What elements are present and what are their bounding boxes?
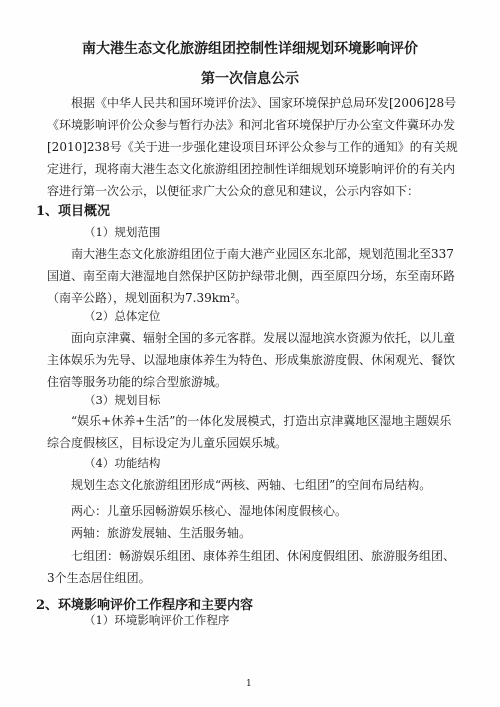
section1-heading: 1、项目概况 [36, 204, 111, 219]
sub4-heading: （4）功能结构 [84, 456, 161, 470]
sub2-heading: （2）总体定位 [84, 309, 161, 323]
document-title: 南大港生态文化旅游组团控制性详细规划环境影响评价 [82, 41, 418, 57]
two-axes-line: 两轴：旅游发展轴、生活服务轴。 [71, 526, 252, 540]
sub1-paragraph: 南大港生态文化旅游组团位于南大港产业园区东北部，规划范围北至337国道、南至南大港湿地自然保护区防护绿带北侧，西至原四分场，东至南环路（南辛公路），规划面积为7.39km²。 [47, 247, 456, 305]
section2-heading: 2、环境影响评价工作程序和主要内容 [36, 598, 254, 613]
two-cores-line: 两心：儿童乐园畅游娱乐核心、湿地体闲度假核心。 [71, 504, 348, 518]
intro-paragraph: 根据《中华人民共和国环境评价法》、国家环境保护总局环发[2006]28号《环境影响评价公众参与暂行办法》和河北省环境保护厅办公室文件冀环办发[2010]238号《关于进一步强化建设项目环评公众参与工作的通知》的有关规定进行，现将南大港生态文化旅游组团控制性详细规划环境影响评价的有关内容进行第一次公示，以便征求广大公众的意见和建议，公示内容如下： [47, 96, 458, 198]
sub2-paragraph: 面向京津冀、辐射全国的多元客群。发展以湿地滨水资源为依托，以儿童主体娱乐为先导、以湿地康体养生为特色、形成集旅游度假、休闲观光、餐饮住宿等服务功能的综合型旅游城。 [47, 331, 456, 389]
sub4-paragraph: 规划生态文化旅游组团形成“两核、两轴、七组团”的空间布局结构。 [71, 478, 432, 492]
sub3-heading: （3）规划目标 [84, 393, 161, 407]
sub3-paragraph: “娱乐+休养+生活”的一体化发展模式，打造出京津冀地区湿地主题娱乐综合度假核区，目标设定为儿童乐园娱乐城。 [47, 414, 452, 450]
page-number: 1 [246, 679, 252, 689]
document-subtitle: 第一次信息公示 [201, 71, 299, 87]
seven-groups-paragraph: 七组团：畅游娱乐组团、康体养生组团、休闲度假组团、旅游服务组团、3个生态居住组团。 [47, 549, 456, 585]
sub1-heading: （1）规划范围 [84, 225, 161, 239]
sub2-1-heading: （1）环境影响评价工作程序 [84, 613, 230, 627]
